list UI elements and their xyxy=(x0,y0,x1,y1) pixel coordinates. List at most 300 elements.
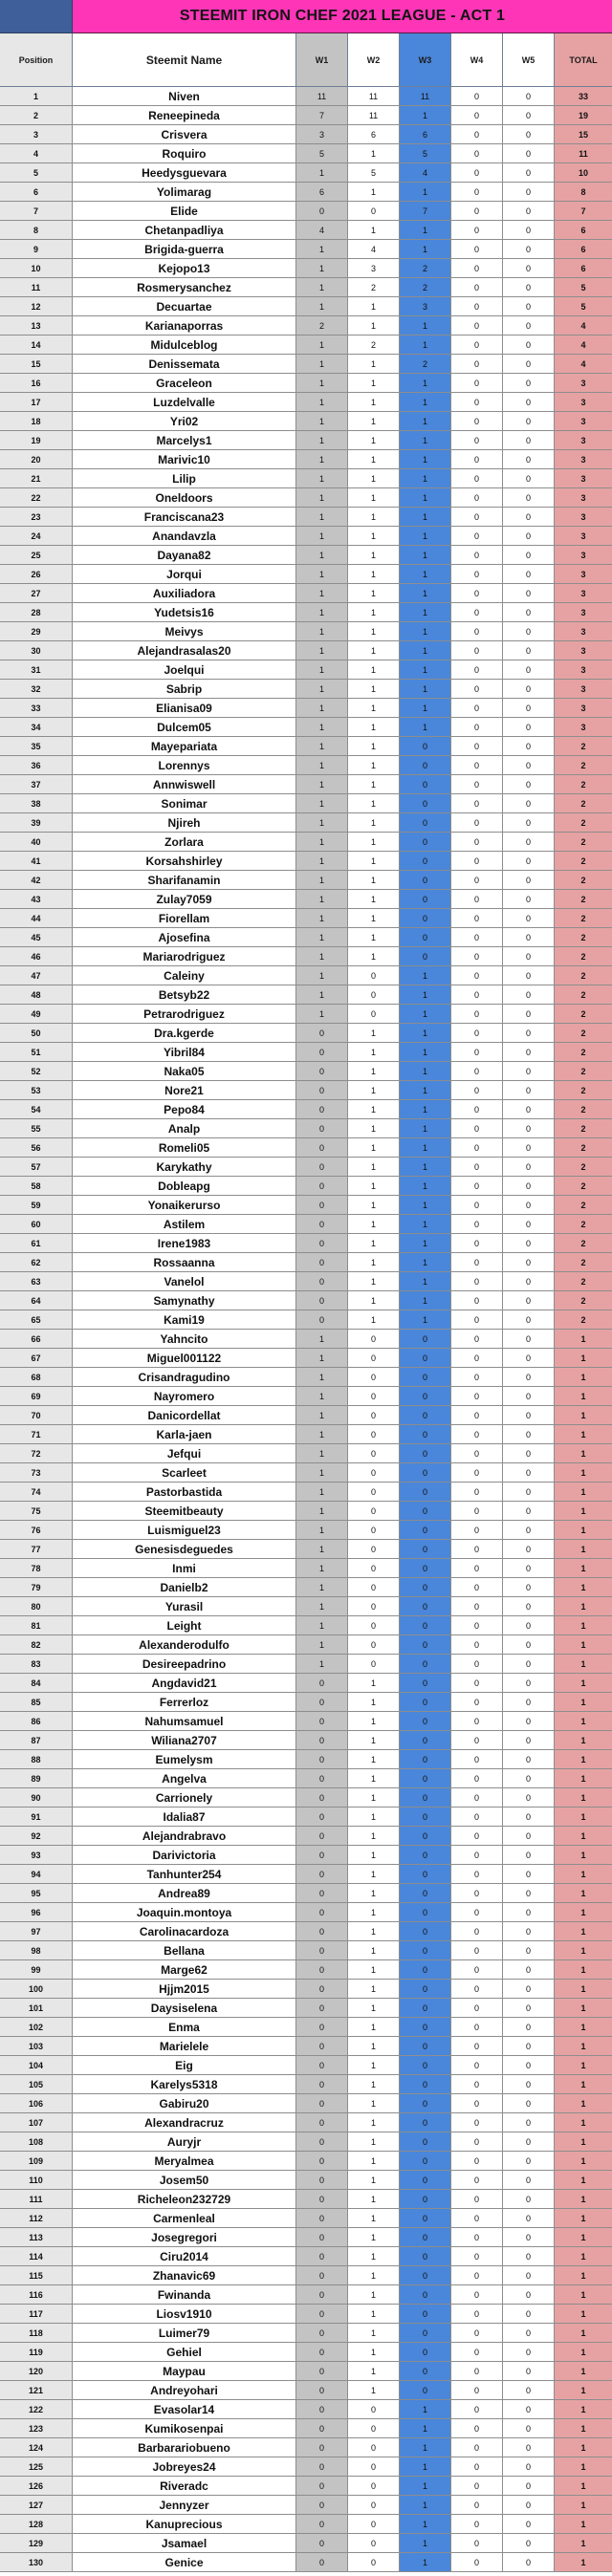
steemit-name-cell[interactable]: Marge62 xyxy=(73,1960,296,1980)
w5-cell[interactable]: 0 xyxy=(503,2515,555,2534)
w2-cell[interactable]: 1 xyxy=(348,603,400,622)
total-cell[interactable]: 2 xyxy=(555,1196,612,1215)
w5-cell[interactable]: 0 xyxy=(503,1483,555,1502)
total-cell[interactable]: 2 xyxy=(555,928,612,947)
total-cell[interactable]: 1 xyxy=(555,1980,612,1999)
w3-cell[interactable]: 1 xyxy=(400,221,451,240)
position-cell[interactable]: 18 xyxy=(0,412,73,431)
w5-cell[interactable]: 0 xyxy=(503,2094,555,2113)
w1-cell[interactable]: 0 xyxy=(296,1788,348,1808)
w3-cell[interactable]: 1 xyxy=(400,660,451,680)
w4-cell[interactable]: 0 xyxy=(451,431,503,450)
w4-cell[interactable]: 0 xyxy=(451,909,503,928)
w1-cell[interactable]: 1 xyxy=(296,488,348,508)
w5-cell[interactable]: 0 xyxy=(503,2477,555,2496)
position-cell[interactable]: 20 xyxy=(0,450,73,469)
w1-cell[interactable]: 1 xyxy=(296,1425,348,1444)
w1-cell[interactable]: 0 xyxy=(296,2496,348,2515)
w4-cell[interactable]: 0 xyxy=(451,603,503,622)
total-cell[interactable]: 1 xyxy=(555,2056,612,2075)
position-cell[interactable]: 77 xyxy=(0,1540,73,1559)
steemit-name-cell[interactable]: Gehiel xyxy=(73,2343,296,2362)
position-cell[interactable]: 129 xyxy=(0,2534,73,2553)
w2-cell[interactable]: 4 xyxy=(348,240,400,259)
w1-cell[interactable]: 0 xyxy=(296,2056,348,2075)
w3-cell[interactable]: 1 xyxy=(400,1215,451,1234)
steemit-name-cell[interactable]: Marcelys1 xyxy=(73,431,296,450)
w2-cell[interactable]: 1 xyxy=(348,565,400,584)
steemit-name-cell[interactable]: Irene1983 xyxy=(73,1234,296,1253)
w5-cell[interactable]: 0 xyxy=(503,1827,555,1846)
steemit-name-cell[interactable]: Darivictoria xyxy=(73,1846,296,1865)
total-cell[interactable]: 2 xyxy=(555,1062,612,1081)
steemit-name-cell[interactable]: Oneldoors xyxy=(73,488,296,508)
w5-cell[interactable]: 0 xyxy=(503,1884,555,1903)
total-cell[interactable]: 1 xyxy=(555,1922,612,1941)
w2-cell[interactable]: 0 xyxy=(348,1005,400,1024)
w2-cell[interactable]: 1 xyxy=(348,928,400,947)
w3-cell[interactable]: 0 xyxy=(400,833,451,852)
w4-cell[interactable]: 0 xyxy=(451,871,503,890)
w1-cell[interactable]: 0 xyxy=(296,1769,348,1788)
w1-cell[interactable]: 1 xyxy=(296,909,348,928)
w2-cell[interactable]: 11 xyxy=(348,87,400,106)
w1-cell[interactable]: 1 xyxy=(296,393,348,412)
w4-cell[interactable]: 0 xyxy=(451,1750,503,1769)
total-cell[interactable]: 8 xyxy=(555,183,612,202)
w4-cell[interactable]: 0 xyxy=(451,1693,503,1712)
w2-cell[interactable]: 1 xyxy=(348,1272,400,1291)
total-cell[interactable]: 3 xyxy=(555,412,612,431)
total-cell[interactable]: 1 xyxy=(555,2190,612,2209)
w4-cell[interactable]: 0 xyxy=(451,1731,503,1750)
steemit-name-cell[interactable]: Meivys xyxy=(73,622,296,641)
w5-cell[interactable]: 0 xyxy=(503,2056,555,2075)
w5-cell[interactable]: 0 xyxy=(503,87,555,106)
w2-cell[interactable]: 1 xyxy=(348,374,400,393)
w5-cell[interactable]: 0 xyxy=(503,1635,555,1655)
w3-cell[interactable]: 0 xyxy=(400,1655,451,1674)
w3-cell[interactable]: 1 xyxy=(400,374,451,393)
steemit-name-cell[interactable]: Sabrip xyxy=(73,680,296,699)
w4-cell[interactable]: 0 xyxy=(451,2534,503,2553)
total-cell[interactable]: 1 xyxy=(555,1330,612,1349)
w2-cell[interactable]: 0 xyxy=(348,1502,400,1521)
w3-cell[interactable]: 1 xyxy=(400,2534,451,2553)
w4-cell[interactable]: 0 xyxy=(451,1253,503,1272)
w2-cell[interactable]: 1 xyxy=(348,2362,400,2381)
w2-cell[interactable]: 0 xyxy=(348,2438,400,2457)
w1-cell[interactable]: 1 xyxy=(296,966,348,985)
w3-cell[interactable]: 0 xyxy=(400,2228,451,2247)
w2-cell[interactable]: 1 xyxy=(348,2285,400,2305)
w5-cell[interactable]: 0 xyxy=(503,1769,555,1788)
steemit-name-cell[interactable]: Eumelysm xyxy=(73,1750,296,1769)
w5-cell[interactable]: 0 xyxy=(503,2266,555,2285)
w1-cell[interactable]: 0 xyxy=(296,2438,348,2457)
w1-cell[interactable]: 1 xyxy=(296,565,348,584)
steemit-name-cell[interactable]: Danielb2 xyxy=(73,1578,296,1597)
w2-cell[interactable]: 1 xyxy=(348,2113,400,2132)
steemit-name-cell[interactable]: Elianisa09 xyxy=(73,699,296,718)
w1-cell[interactable]: 1 xyxy=(296,1368,348,1387)
w4-cell[interactable]: 0 xyxy=(451,1138,503,1158)
total-cell[interactable]: 1 xyxy=(555,1483,612,1502)
total-cell[interactable]: 1 xyxy=(555,2285,612,2305)
position-cell[interactable]: 9 xyxy=(0,240,73,259)
w3-cell[interactable]: 1 xyxy=(400,1043,451,1062)
w1-cell[interactable]: 1 xyxy=(296,508,348,527)
w1-cell[interactable]: 0 xyxy=(296,1234,348,1253)
w2-cell[interactable]: 0 xyxy=(348,1444,400,1463)
w2-cell[interactable]: 1 xyxy=(348,622,400,641)
steemit-name-cell[interactable]: Kanuprecious xyxy=(73,2515,296,2534)
w3-cell[interactable]: 3 xyxy=(400,297,451,316)
w4-cell[interactable]: 0 xyxy=(451,240,503,259)
position-cell[interactable]: 40 xyxy=(0,833,73,852)
w2-cell[interactable]: 1 xyxy=(348,2037,400,2056)
total-cell[interactable]: 1 xyxy=(555,2381,612,2400)
steemit-name-cell[interactable]: Angdavid21 xyxy=(73,1674,296,1693)
position-cell[interactable]: 130 xyxy=(0,2553,73,2572)
w5-cell[interactable]: 0 xyxy=(503,2438,555,2457)
w1-cell[interactable]: 1 xyxy=(296,1387,348,1406)
position-cell[interactable]: 11 xyxy=(0,278,73,297)
w4-cell[interactable]: 0 xyxy=(451,163,503,183)
w1-cell[interactable]: 1 xyxy=(296,622,348,641)
w1-cell[interactable]: 7 xyxy=(296,106,348,125)
w5-cell[interactable]: 0 xyxy=(503,1865,555,1884)
position-cell[interactable]: 84 xyxy=(0,1674,73,1693)
w4-cell[interactable]: 0 xyxy=(451,2305,503,2324)
steemit-name-cell[interactable]: Kejopo13 xyxy=(73,259,296,278)
steemit-name-cell[interactable]: Evasolar14 xyxy=(73,2400,296,2419)
position-cell[interactable]: 79 xyxy=(0,1578,73,1597)
w2-cell[interactable]: 1 xyxy=(348,469,400,488)
total-cell[interactable]: 3 xyxy=(555,393,612,412)
total-cell[interactable]: 1 xyxy=(555,1788,612,1808)
w4-cell[interactable]: 0 xyxy=(451,2075,503,2094)
steemit-name-cell[interactable]: Annwiswell xyxy=(73,775,296,794)
w2-cell[interactable]: 0 xyxy=(348,1463,400,1483)
position-cell[interactable]: 25 xyxy=(0,546,73,565)
w5-cell[interactable]: 0 xyxy=(503,2018,555,2037)
w4-cell[interactable]: 0 xyxy=(451,2515,503,2534)
position-cell[interactable]: 21 xyxy=(0,469,73,488)
total-cell[interactable]: 3 xyxy=(555,488,612,508)
total-cell[interactable]: 3 xyxy=(555,584,612,603)
total-cell[interactable]: 1 xyxy=(555,1808,612,1827)
total-cell[interactable]: 1 xyxy=(555,2553,612,2572)
w4-cell[interactable]: 0 xyxy=(451,718,503,737)
w3-cell[interactable]: 0 xyxy=(400,1406,451,1425)
position-cell[interactable]: 10 xyxy=(0,259,73,278)
position-cell[interactable]: 101 xyxy=(0,1999,73,2018)
w1-cell[interactable]: 1 xyxy=(296,527,348,546)
position-cell[interactable]: 89 xyxy=(0,1769,73,1788)
total-cell[interactable]: 1 xyxy=(555,2457,612,2477)
w4-cell[interactable]: 0 xyxy=(451,355,503,374)
total-cell[interactable]: 2 xyxy=(555,1158,612,1177)
w4-cell[interactable]: 0 xyxy=(451,2171,503,2190)
total-cell[interactable]: 1 xyxy=(555,2515,612,2534)
position-cell[interactable]: 28 xyxy=(0,603,73,622)
w5-cell[interactable]: 0 xyxy=(503,1119,555,1138)
total-cell[interactable]: 2 xyxy=(555,1272,612,1291)
w3-cell[interactable]: 1 xyxy=(400,336,451,355)
w2-cell[interactable]: 3 xyxy=(348,259,400,278)
w2-cell[interactable]: 1 xyxy=(348,1903,400,1922)
w1-cell[interactable]: 0 xyxy=(296,2171,348,2190)
w1-cell[interactable]: 1 xyxy=(296,871,348,890)
total-cell[interactable]: 1 xyxy=(555,1559,612,1578)
header-w5[interactable]: W5 xyxy=(503,33,555,87)
position-cell[interactable]: 24 xyxy=(0,527,73,546)
total-cell[interactable]: 3 xyxy=(555,469,612,488)
w5-cell[interactable]: 0 xyxy=(503,1712,555,1731)
steemit-name-cell[interactable]: Meryalmea xyxy=(73,2152,296,2171)
w1-cell[interactable]: 0 xyxy=(296,1138,348,1158)
total-cell[interactable]: 2 xyxy=(555,1024,612,1043)
steemit-name-cell[interactable]: Genesisdeguedes xyxy=(73,1540,296,1559)
position-cell[interactable]: 65 xyxy=(0,1310,73,1330)
w2-cell[interactable]: 1 xyxy=(348,1291,400,1310)
w2-cell[interactable]: 1 xyxy=(348,1941,400,1960)
w1-cell[interactable]: 0 xyxy=(296,1158,348,1177)
w5-cell[interactable]: 0 xyxy=(503,890,555,909)
steemit-name-cell[interactable]: Joelqui xyxy=(73,660,296,680)
w2-cell[interactable]: 1 xyxy=(348,2305,400,2324)
w3-cell[interactable]: 0 xyxy=(400,2305,451,2324)
w5-cell[interactable]: 0 xyxy=(503,316,555,336)
w3-cell[interactable]: 0 xyxy=(400,2132,451,2152)
total-cell[interactable]: 2 xyxy=(555,909,612,928)
w4-cell[interactable]: 0 xyxy=(451,1674,503,1693)
w5-cell[interactable]: 0 xyxy=(503,756,555,775)
position-cell[interactable]: 5 xyxy=(0,163,73,183)
w1-cell[interactable]: 0 xyxy=(296,2457,348,2477)
w4-cell[interactable]: 0 xyxy=(451,1119,503,1138)
w1-cell[interactable]: 0 xyxy=(296,1808,348,1827)
total-cell[interactable]: 2 xyxy=(555,966,612,985)
position-cell[interactable]: 6 xyxy=(0,183,73,202)
w2-cell[interactable]: 0 xyxy=(348,1521,400,1540)
w2-cell[interactable]: 1 xyxy=(348,871,400,890)
w5-cell[interactable]: 0 xyxy=(503,1387,555,1406)
w4-cell[interactable]: 0 xyxy=(451,2266,503,2285)
w1-cell[interactable]: 1 xyxy=(296,1635,348,1655)
steemit-name-cell[interactable]: Midulceblog xyxy=(73,336,296,355)
steemit-name-cell[interactable]: Rosmerysanchez xyxy=(73,278,296,297)
w3-cell[interactable]: 0 xyxy=(400,2171,451,2190)
steemit-name-cell[interactable]: Maypau xyxy=(73,2362,296,2381)
w4-cell[interactable]: 0 xyxy=(451,660,503,680)
w5-cell[interactable]: 0 xyxy=(503,1655,555,1674)
w2-cell[interactable]: 1 xyxy=(348,1674,400,1693)
w4-cell[interactable]: 0 xyxy=(451,699,503,718)
w5-cell[interactable]: 0 xyxy=(503,718,555,737)
w3-cell[interactable]: 0 xyxy=(400,1769,451,1788)
position-cell[interactable]: 42 xyxy=(0,871,73,890)
w4-cell[interactable]: 0 xyxy=(451,202,503,221)
w5-cell[interactable]: 0 xyxy=(503,1368,555,1387)
w4-cell[interactable]: 0 xyxy=(451,622,503,641)
total-cell[interactable]: 10 xyxy=(555,163,612,183)
w1-cell[interactable]: 0 xyxy=(296,1043,348,1062)
w5-cell[interactable]: 0 xyxy=(503,202,555,221)
w5-cell[interactable]: 0 xyxy=(503,871,555,890)
w3-cell[interactable]: 1 xyxy=(400,1196,451,1215)
total-cell[interactable]: 2 xyxy=(555,1234,612,1253)
w3-cell[interactable]: 1 xyxy=(400,584,451,603)
w5-cell[interactable]: 0 xyxy=(503,106,555,125)
w1-cell[interactable]: 0 xyxy=(296,1827,348,1846)
w4-cell[interactable]: 0 xyxy=(451,1999,503,2018)
w2-cell[interactable]: 1 xyxy=(348,947,400,966)
w3-cell[interactable]: 1 xyxy=(400,2553,451,2572)
w4-cell[interactable]: 0 xyxy=(451,1960,503,1980)
w1-cell[interactable]: 1 xyxy=(296,794,348,813)
steemit-name-cell[interactable]: Karla-jaen xyxy=(73,1425,296,1444)
position-cell[interactable]: 104 xyxy=(0,2056,73,2075)
w4-cell[interactable]: 0 xyxy=(451,1655,503,1674)
w1-cell[interactable]: 1 xyxy=(296,985,348,1005)
w2-cell[interactable]: 1 xyxy=(348,1788,400,1808)
w4-cell[interactable]: 0 xyxy=(451,1024,503,1043)
steemit-name-cell[interactable]: Enma xyxy=(73,2018,296,2037)
w3-cell[interactable]: 0 xyxy=(400,1502,451,1521)
total-cell[interactable]: 1 xyxy=(555,2037,612,2056)
position-cell[interactable]: 72 xyxy=(0,1444,73,1463)
position-cell[interactable]: 96 xyxy=(0,1903,73,1922)
w2-cell[interactable]: 1 xyxy=(348,1081,400,1100)
total-cell[interactable]: 11 xyxy=(555,144,612,163)
steemit-name-cell[interactable]: Niven xyxy=(73,87,296,106)
w4-cell[interactable]: 0 xyxy=(451,1483,503,1502)
w4-cell[interactable]: 0 xyxy=(451,1827,503,1846)
w1-cell[interactable]: 0 xyxy=(296,1119,348,1138)
w5-cell[interactable]: 0 xyxy=(503,2419,555,2438)
w5-cell[interactable]: 0 xyxy=(503,2113,555,2132)
steemit-name-cell[interactable]: Jobreyes24 xyxy=(73,2457,296,2477)
position-cell[interactable]: 37 xyxy=(0,775,73,794)
w2-cell[interactable]: 1 xyxy=(348,641,400,660)
total-cell[interactable]: 3 xyxy=(555,680,612,699)
w3-cell[interactable]: 1 xyxy=(400,699,451,718)
w2-cell[interactable]: 1 xyxy=(348,1980,400,1999)
w1-cell[interactable]: 0 xyxy=(296,1980,348,1999)
w4-cell[interactable]: 0 xyxy=(451,1788,503,1808)
w4-cell[interactable]: 0 xyxy=(451,1635,503,1655)
w1-cell[interactable]: 1 xyxy=(296,756,348,775)
total-cell[interactable]: 1 xyxy=(555,2113,612,2132)
w2-cell[interactable]: 1 xyxy=(348,1043,400,1062)
w3-cell[interactable]: 1 xyxy=(400,1138,451,1158)
w4-cell[interactable]: 0 xyxy=(451,450,503,469)
w1-cell[interactable]: 0 xyxy=(296,2534,348,2553)
w5-cell[interactable]: 0 xyxy=(503,450,555,469)
w2-cell[interactable]: 0 xyxy=(348,1406,400,1425)
w1-cell[interactable]: 1 xyxy=(296,1597,348,1616)
w3-cell[interactable]: 0 xyxy=(400,794,451,813)
w5-cell[interactable]: 0 xyxy=(503,163,555,183)
total-cell[interactable]: 5 xyxy=(555,297,612,316)
total-cell[interactable]: 2 xyxy=(555,1005,612,1024)
position-cell[interactable]: 19 xyxy=(0,431,73,450)
position-cell[interactable]: 12 xyxy=(0,297,73,316)
w5-cell[interactable]: 0 xyxy=(503,603,555,622)
w2-cell[interactable]: 1 xyxy=(348,393,400,412)
w5-cell[interactable]: 0 xyxy=(503,2324,555,2343)
w4-cell[interactable]: 0 xyxy=(451,2247,503,2266)
w5-cell[interactable]: 0 xyxy=(503,2209,555,2228)
w5-cell[interactable]: 0 xyxy=(503,1750,555,1769)
w2-cell[interactable]: 1 xyxy=(348,718,400,737)
w5-cell[interactable]: 0 xyxy=(503,240,555,259)
w2-cell[interactable]: 1 xyxy=(348,488,400,508)
w5-cell[interactable]: 0 xyxy=(503,966,555,985)
position-cell[interactable]: 69 xyxy=(0,1387,73,1406)
w3-cell[interactable]: 1 xyxy=(400,1158,451,1177)
w5-cell[interactable]: 0 xyxy=(503,622,555,641)
total-cell[interactable]: 2 xyxy=(555,1119,612,1138)
w3-cell[interactable]: 1 xyxy=(400,1119,451,1138)
w2-cell[interactable]: 0 xyxy=(348,1540,400,1559)
position-cell[interactable]: 99 xyxy=(0,1960,73,1980)
total-cell[interactable]: 1 xyxy=(555,2075,612,2094)
position-cell[interactable]: 31 xyxy=(0,660,73,680)
steemit-name-cell[interactable]: Dra.kgerde xyxy=(73,1024,296,1043)
w4-cell[interactable]: 0 xyxy=(451,469,503,488)
position-cell[interactable]: 13 xyxy=(0,316,73,336)
w3-cell[interactable]: 1 xyxy=(400,966,451,985)
w3-cell[interactable]: 6 xyxy=(400,125,451,144)
w5-cell[interactable]: 0 xyxy=(503,1100,555,1119)
w4-cell[interactable]: 0 xyxy=(451,336,503,355)
total-cell[interactable]: 2 xyxy=(555,1081,612,1100)
w3-cell[interactable]: 0 xyxy=(400,1788,451,1808)
w1-cell[interactable]: 0 xyxy=(296,2152,348,2171)
w3-cell[interactable]: 0 xyxy=(400,1827,451,1846)
steemit-name-cell[interactable]: Josegregori xyxy=(73,2228,296,2247)
position-cell[interactable]: 83 xyxy=(0,1655,73,1674)
w4-cell[interactable]: 0 xyxy=(451,1903,503,1922)
w1-cell[interactable]: 0 xyxy=(296,2132,348,2152)
steemit-name-cell[interactable]: Fwinanda xyxy=(73,2285,296,2305)
w5-cell[interactable]: 0 xyxy=(503,2553,555,2572)
total-cell[interactable]: 1 xyxy=(555,2152,612,2171)
position-cell[interactable]: 61 xyxy=(0,1234,73,1253)
total-cell[interactable]: 2 xyxy=(555,813,612,833)
w2-cell[interactable]: 0 xyxy=(348,2534,400,2553)
w4-cell[interactable]: 0 xyxy=(451,565,503,584)
position-cell[interactable]: 43 xyxy=(0,890,73,909)
w3-cell[interactable]: 1 xyxy=(400,412,451,431)
w4-cell[interactable]: 0 xyxy=(451,852,503,871)
w4-cell[interactable]: 0 xyxy=(451,1846,503,1865)
w4-cell[interactable]: 0 xyxy=(451,1980,503,1999)
steemit-name-cell[interactable]: Barbarariobueno xyxy=(73,2438,296,2457)
total-cell[interactable]: 1 xyxy=(555,1387,612,1406)
w4-cell[interactable]: 0 xyxy=(451,412,503,431)
w4-cell[interactable]: 0 xyxy=(451,1291,503,1310)
steemit-name-cell[interactable]: Karelys5318 xyxy=(73,2075,296,2094)
total-cell[interactable]: 1 xyxy=(555,1349,612,1368)
w1-cell[interactable]: 1 xyxy=(296,699,348,718)
w4-cell[interactable]: 0 xyxy=(451,1387,503,1406)
w1-cell[interactable]: 0 xyxy=(296,1884,348,1903)
total-cell[interactable]: 1 xyxy=(555,2266,612,2285)
